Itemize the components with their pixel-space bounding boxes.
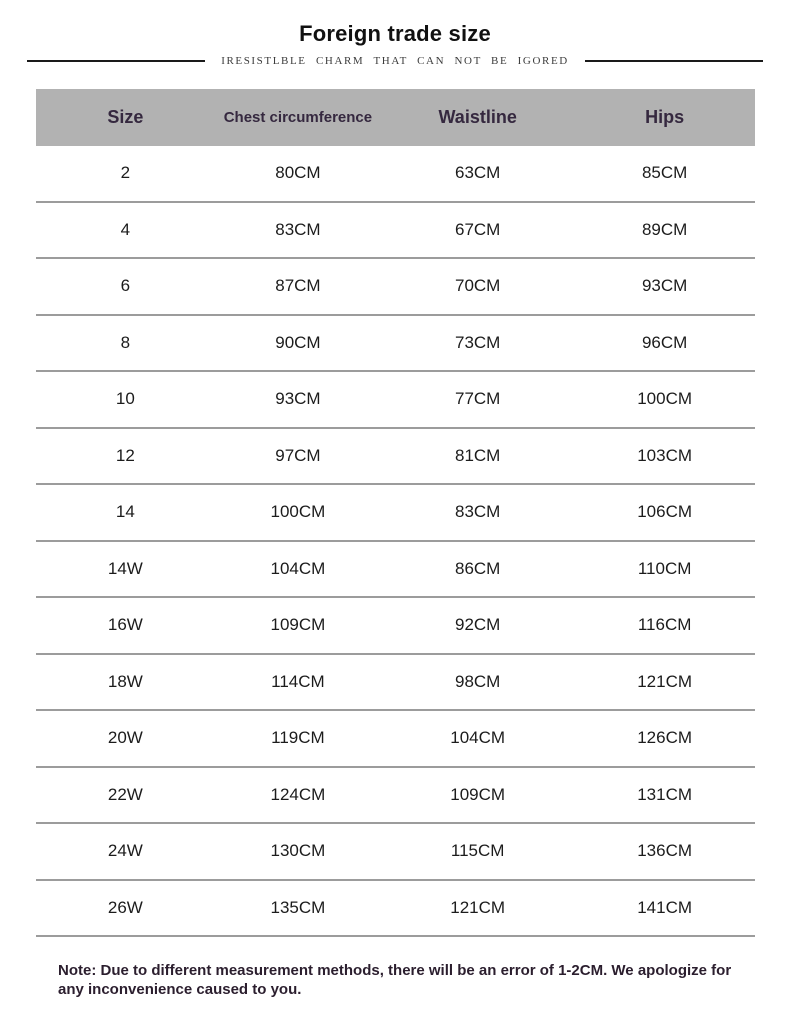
- table-cell: 6: [36, 258, 216, 315]
- table-cell: 114CM: [215, 654, 380, 711]
- divider-line-right: [585, 60, 763, 62]
- table-cell: 97CM: [215, 428, 380, 485]
- table-cell: 98CM: [381, 654, 575, 711]
- table-cell: 104CM: [215, 541, 380, 598]
- table-cell: 16W: [36, 597, 216, 654]
- table-cell: 12: [36, 428, 216, 485]
- table-cell: 126CM: [575, 710, 755, 767]
- table-cell: 63CM: [381, 146, 575, 202]
- size-table: [36, 89, 755, 937]
- size-table-header: [36, 89, 755, 146]
- table-cell: 93CM: [215, 371, 380, 428]
- table-cell: 81CM: [381, 428, 575, 485]
- table-cell: 14: [36, 484, 216, 541]
- table-cell: 119CM: [215, 710, 380, 767]
- table-cell: 104CM: [381, 710, 575, 767]
- table-row: [36, 484, 755, 541]
- table-row: [36, 880, 755, 937]
- table-cell: 93CM: [575, 258, 755, 315]
- table-row: [36, 541, 755, 598]
- table-cell: 141CM: [575, 880, 755, 937]
- table-cell: 14W: [36, 541, 216, 598]
- table-cell: 83CM: [381, 484, 575, 541]
- table-row: [36, 371, 755, 428]
- table-cell: 4: [36, 202, 216, 259]
- table-row: [36, 146, 755, 202]
- table-row: [36, 597, 755, 654]
- subtitle-row: [27, 55, 763, 67]
- table-cell: 22W: [36, 767, 216, 824]
- size-table-body: [36, 146, 755, 936]
- table-cell: 110CM: [575, 541, 755, 598]
- table-cell: 124CM: [215, 767, 380, 824]
- note-text: Note: Due to different measurement methods, there will be an error of 1-2CM. We apologize for any inconvenience caused to you.: [58, 962, 732, 998]
- table-cell: 67CM: [381, 202, 575, 259]
- table-cell: 136CM: [575, 823, 755, 880]
- table-cell: 109CM: [215, 597, 380, 654]
- table-row: [36, 710, 755, 767]
- table-cell: 85CM: [575, 146, 755, 202]
- table-cell: 87CM: [215, 258, 380, 315]
- table-cell: 130CM: [215, 823, 380, 880]
- table-cell: 73CM: [381, 315, 575, 372]
- table-row: [36, 315, 755, 372]
- page-title: Foreign trade size: [299, 21, 491, 46]
- table-row: [36, 767, 755, 824]
- table-cell: 100CM: [575, 371, 755, 428]
- page-subtitle: IRESISTLBLE CHARM THAT CAN NOT BE IGORED: [221, 55, 569, 67]
- table-cell: 106CM: [575, 484, 755, 541]
- table-cell: 121CM: [381, 880, 575, 937]
- table-cell: 121CM: [575, 654, 755, 711]
- column-header-hips: Hips: [575, 89, 755, 146]
- header-row: [36, 89, 755, 146]
- table-cell: 115CM: [381, 823, 575, 880]
- column-header-chest: Chest circumference: [215, 89, 380, 146]
- table-cell: 86CM: [381, 541, 575, 598]
- table-cell: 70CM: [381, 258, 575, 315]
- table-cell: 2: [36, 146, 216, 202]
- table-row: [36, 258, 755, 315]
- table-row: [36, 428, 755, 485]
- table-cell: 20W: [36, 710, 216, 767]
- table-row: [36, 202, 755, 259]
- table-cell: 90CM: [215, 315, 380, 372]
- table-cell: 24W: [36, 823, 216, 880]
- table-cell: 10: [36, 371, 216, 428]
- table-cell: 89CM: [575, 202, 755, 259]
- table-cell: 109CM: [381, 767, 575, 824]
- table-cell: 100CM: [215, 484, 380, 541]
- table-cell: 8: [36, 315, 216, 372]
- table-cell: 77CM: [381, 371, 575, 428]
- divider-line-left: [27, 60, 205, 62]
- table-cell: 96CM: [575, 315, 755, 372]
- table-row: [36, 654, 755, 711]
- table-cell: 80CM: [215, 146, 380, 202]
- table-row: [36, 823, 755, 880]
- column-header-size: Size: [36, 89, 216, 146]
- table-cell: 18W: [36, 654, 216, 711]
- table-cell: 116CM: [575, 597, 755, 654]
- table-cell: 92CM: [381, 597, 575, 654]
- table-cell: 131CM: [575, 767, 755, 824]
- table-cell: 83CM: [215, 202, 380, 259]
- column-header-waistline: Waistline: [381, 89, 575, 146]
- table-cell: 26W: [36, 880, 216, 937]
- table-cell: 103CM: [575, 428, 755, 485]
- table-cell: 135CM: [215, 880, 380, 937]
